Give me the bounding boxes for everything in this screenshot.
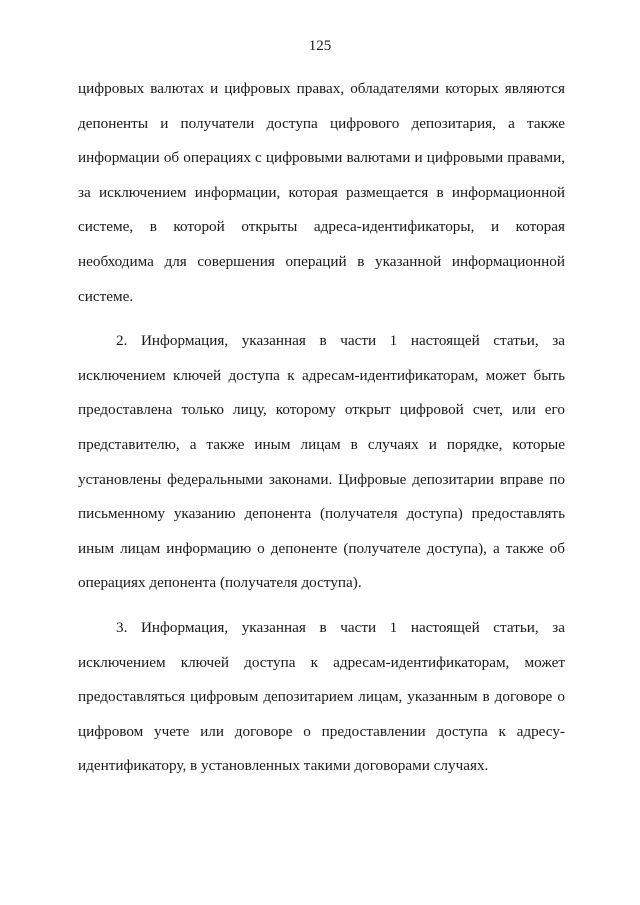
page-number: 125 [308,38,332,54]
document-body [78,72,565,794]
paragraph-3: 3. Информация, указанная в части 1 настоящей статьи, за исключением ключей доступа к адресам-идентификаторам, может предоставляться цифровым депозитарием лицам, указанным в договоре о цифровом учете или договоре о предоставлении доступа к адресу-идентификатору, в установленных такими договорами случаях. [78,618,565,775]
paragraph-continued: цифровых валютах и цифровых правах, обладателями которых являются депоненты и получатели доступа цифрового депозитария, а также информации об операциях с цифровыми валютами и цифровыми правами, за исключением информации, которая размещается в информационной системе, в которой открыты адреса-идентификаторы, и которая необходима для совершения операций в указанной информационной системе. [78,80,565,305]
paragraph-2: 2. Информация, указанная в части 1 настоящей статьи, за исключением ключей доступа к адресам-идентификаторам, может быть предоставлена только лицу, которому открыт цифровой счет, или его представителю, а также иным лицам в случаях и порядке, которые установлены федеральными законами. Цифровые депозитарии вправе по письменному указанию депонента (получателя доступа) предоставлять иным лицам информацию о депоненте (получателе доступа), а также об операциях депонента (получателя доступа). [78,332,565,592]
